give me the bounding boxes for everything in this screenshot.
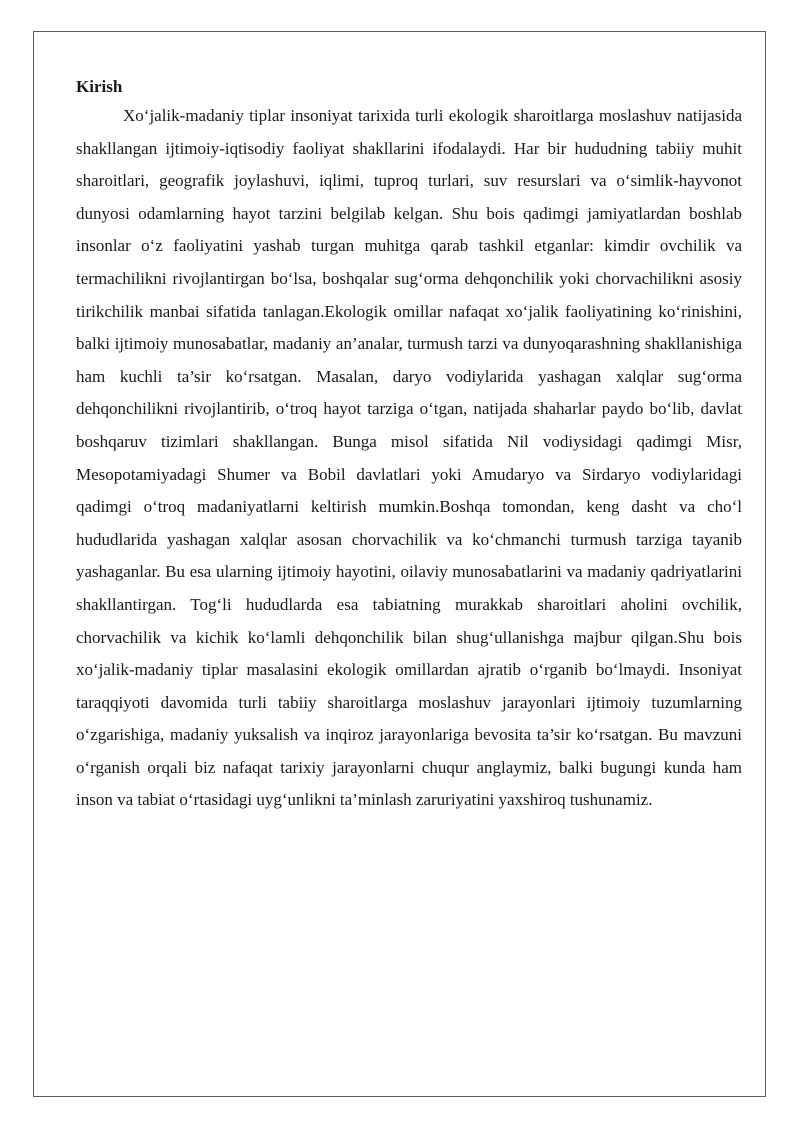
document-body <box>76 74 742 817</box>
section-heading: Kirish <box>76 77 123 96</box>
body-paragraph: Xo‘jalik-madaniy tiplar insoniyat tarixida turli ekologik sharoitlarga moslashuv natijasida shakllangan ijtimoiy-iqtisodiy faoliyat shakllarini ifodalaydi. Har bir hududning tabiiy muhit sharoitlari, geografik joylashuvi, iqlimi, tuproq turlari, suv resurslari va o‘simlik-hayvonot dunyosi odamlarning hayot tarzini belgilab kelgan. Shu bois qadimgi jamiyatlardan boshlab insonlar o‘z faoliyatini yashab turgan muhitga qarab tashkil etganlar: kimdir ovchilik va termachilikni rivojlantirgan bo‘lsa, boshqalar sug‘orma dehqonchilik yoki chorvachilikni asosiy tirikchilik manbai sifatida tanlagan.Ekologik omillar nafaqat xo‘jalik faoliyatining ko‘rinishini, balki ijtimoiy munosabatlar, madaniy an’analar, turmush tarzi va dunyoqarashning shakllanishiga ham kuchli ta’sir ko‘rsatgan. Masalan, daryo vodiylarida yashagan xalqlar sug‘orma dehqonchilikni rivojlantirib, o‘troq hayot tarziga o‘tgan, natijada shaharlar paydo bo‘lib, davlat boshqaruv tizimlari shakllangan. Bunga misol sifatida Nil vodiysidagi qadimgi Misr, Mesopotamiyadagi Shumer va Bobil davlatlari yoki Amudaryo va Sirdaryo vodiylaridagi qadimgi o‘troq madaniyatlarni keltirish mumkin.Boshqa tomondan, keng dasht va cho‘l hududlarida yashagan xalqlar asosan chorvachilik va ko‘chmanchi turmush tarziga tayanib yashaganlar. Bu esa ularning ijtimoiy hayotini, oilaviy munosabatlarini va madaniy qadriyatlarini shakllantirgan. Tog‘li hududlarda esa tabiatning murakkab sharoitlari aholini ovchilik, chorvachilik va kichik ko‘lamli dehqonchilik bilan shug‘ullanishga majbur qilgan.Shu bois xo‘jalik-madaniy tiplar masalasini ekologik omillardan ajratib o‘rganib bo‘lmaydi. Insoniyat taraqqiyoti davomida turli tabiiy sharoitlarga moslashuv jarayonlari ijtimoiy tuzumlarning o‘zgarishiga, madaniy yuksalish va inqiroz jarayonlariga bevosita ta’sir ko‘rsatgan. Bu mavzuni o‘rganish orqali biz nafaqat tarixiy jarayonlarni chuqur anglaymiz, balki bugungi kunda ham inson va tabiat o‘rtasidagi uyg‘unlikni ta’minlash zaruriyatini yaxshiroq tushunamiz. <box>76 106 742 810</box>
